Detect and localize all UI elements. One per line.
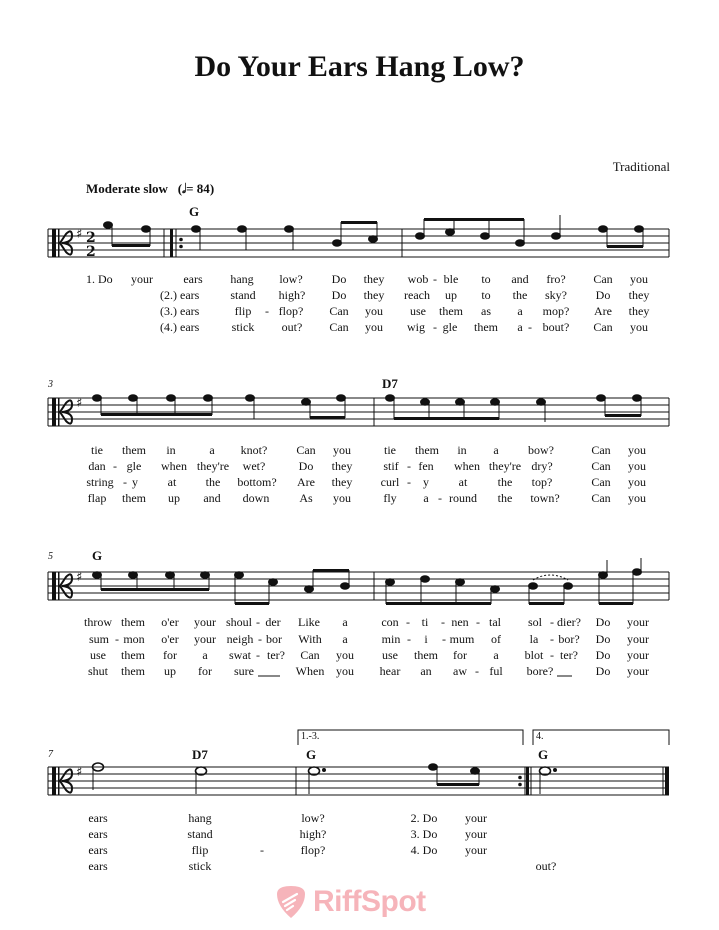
- lyric-syllable: ti: [421, 615, 429, 629]
- note: [333, 240, 342, 247]
- lyric-syllable: mop?: [542, 304, 570, 318]
- lyric-syllable: when: [454, 459, 480, 473]
- lyric-syllable: fly: [383, 491, 397, 505]
- lyric-syllable: Are: [594, 304, 612, 318]
- lyric-syllable: use: [382, 648, 398, 662]
- lyric-syllable: Can: [296, 443, 316, 457]
- lyric-syllable: -: [550, 632, 554, 646]
- measure-number: 5: [48, 551, 53, 562]
- lyric-syllable: they: [331, 459, 353, 473]
- svg-text:♯: ♯: [76, 227, 83, 242]
- sharp-icon: [76, 227, 82, 780]
- lyric-syllable: y: [132, 475, 138, 489]
- lyric-syllable: for: [163, 648, 177, 662]
- lyric-syllable: a: [202, 648, 208, 662]
- lyric-syllable: ears: [88, 811, 108, 825]
- note: [635, 226, 644, 233]
- lyric-syllable: and: [511, 272, 529, 286]
- riffspot-logo: [273, 884, 426, 920]
- lyric-syllable: o'er: [161, 615, 179, 629]
- lyric-syllable: bor: [266, 632, 282, 646]
- tempo-text: Moderate slow: [86, 181, 168, 196]
- lyric-syllable: town?: [530, 491, 560, 505]
- lyric-syllable: round: [449, 491, 477, 505]
- lyric-syllable: (3.) ears: [160, 304, 200, 318]
- lyric-syllable: they: [628, 288, 650, 302]
- lyric-syllable: you: [628, 459, 646, 473]
- svg-text:♯: ♯: [76, 396, 83, 411]
- lyric-syllable: an: [420, 664, 432, 678]
- lyric-syllable: ter?: [267, 648, 285, 662]
- staff: [48, 398, 669, 426]
- lyric-syllable: blot: [524, 648, 544, 662]
- lyric-syllable: up: [445, 288, 457, 302]
- lyric-syllable: low?: [279, 272, 303, 286]
- lyric-syllable: bow?: [528, 443, 554, 457]
- lyric-syllable: -: [438, 491, 442, 505]
- lyric-syllable: 3. Do: [410, 827, 438, 841]
- lyric-syllable: knot?: [240, 443, 268, 457]
- chord-symbol: G: [538, 747, 549, 762]
- guitar-pick-icon: [273, 884, 309, 920]
- lyric-syllable: ears: [88, 827, 108, 841]
- note: [192, 226, 201, 233]
- lyric-syllable: to: [481, 272, 491, 286]
- chord-symbol: G: [92, 548, 103, 563]
- lyric-syllable: -: [258, 632, 262, 646]
- lyric-syllable: you: [336, 664, 354, 678]
- half-note-icon: (𝅗𝅥: [171, 181, 187, 196]
- lyric-syllable: when: [161, 459, 187, 473]
- note: [446, 229, 455, 236]
- lyric-syllable: them: [122, 443, 146, 457]
- lyric-syllable: o'er: [161, 632, 179, 646]
- lyric-syllable: min: [381, 632, 401, 646]
- time-signature: [86, 230, 96, 260]
- notes: [93, 395, 642, 422]
- lyric-syllable: out?: [281, 320, 303, 334]
- lyric-syllable: Can: [591, 491, 611, 505]
- lyric-syllable: flap: [87, 491, 107, 505]
- lyric-syllable: your: [131, 272, 153, 286]
- lyric-syllable: at: [458, 475, 468, 489]
- note: [516, 240, 525, 247]
- lyric-syllable: you: [630, 320, 648, 334]
- lyric-syllable: the: [497, 491, 513, 505]
- lyric-syllable: use: [410, 304, 426, 318]
- lyric-syllable: dan: [88, 459, 106, 473]
- lyric-syllable: a: [342, 615, 348, 629]
- note: [599, 226, 608, 233]
- lyric-syllable: the: [497, 475, 513, 489]
- lyric-syllable: ful: [489, 664, 503, 678]
- lyric-syllable: -: [433, 320, 437, 334]
- lyric-syllable: bottom?: [237, 475, 277, 489]
- lyric-syllable: flip: [234, 304, 252, 318]
- lyric-syllable: your: [627, 664, 649, 678]
- lyric-syllable: your: [465, 827, 487, 841]
- lyric-syllable: flip: [191, 843, 209, 857]
- lyric-syllable: -: [407, 475, 411, 489]
- lyric-syllable: and: [203, 491, 221, 505]
- lyric-syllable: -: [113, 459, 117, 473]
- lyric-syllable: them: [121, 615, 145, 629]
- lyric-syllable: -: [528, 320, 532, 334]
- lyric-syllable: stif: [383, 459, 399, 473]
- lyric-syllable: your: [627, 615, 649, 629]
- lyric-syllable: con: [381, 615, 399, 629]
- lyric-syllable: i: [424, 632, 428, 646]
- lyric-syllable: -: [406, 615, 410, 629]
- lyric-syllable: the: [512, 288, 528, 302]
- lyric-syllable: -: [407, 632, 411, 646]
- lyric-syllable: Do: [595, 664, 611, 678]
- lyric-syllable: high?: [299, 827, 327, 841]
- note: [552, 233, 561, 240]
- measure-number: 3: [48, 379, 53, 390]
- lyric-syllable: Can: [329, 320, 349, 334]
- lyric-syllable: they: [628, 304, 650, 318]
- lyric-syllable: -: [442, 632, 446, 646]
- lyric-syllable: your: [465, 811, 487, 825]
- lyric-syllable: down: [242, 491, 270, 505]
- lyric-syllable: hear: [379, 664, 401, 678]
- tempo-marking: Moderate slow (𝅗𝅥= 84): [86, 181, 215, 196]
- lyric-syllable: Can: [591, 443, 611, 457]
- lyric-syllable: them: [121, 664, 145, 678]
- lyric-syllable: reach: [404, 288, 430, 302]
- lyric-syllable: y: [423, 475, 429, 489]
- svg-text:2: 2: [86, 244, 96, 260]
- lyric-syllable: Do: [595, 648, 611, 662]
- lyric-syllable: your: [465, 843, 487, 857]
- note: [104, 222, 113, 229]
- lyric-syllable: fen: [418, 459, 434, 473]
- lyric-syllable: bout?: [542, 320, 570, 334]
- lyric-syllable: Do: [595, 288, 611, 302]
- notes: [93, 558, 642, 605]
- lyric-syllable: sum: [88, 632, 110, 646]
- lyric-syllable: of: [491, 632, 501, 646]
- lyric-syllable: Do: [595, 632, 611, 646]
- lyric-syllable: them: [439, 304, 463, 318]
- note: [285, 226, 294, 233]
- lyric-syllable: ears: [183, 272, 203, 286]
- lyric-syllable: sure: [234, 664, 254, 678]
- lyric-syllable: ears: [88, 859, 108, 873]
- lyric-syllable: you: [630, 272, 648, 286]
- lyric-syllable: up: [164, 664, 176, 678]
- repeat-start-barline: [170, 229, 173, 257]
- final-barline: [665, 767, 669, 795]
- lyric-syllable: shut: [87, 664, 109, 678]
- lyric-syllable: they: [331, 475, 353, 489]
- lyric-syllable: hang: [230, 272, 254, 286]
- lyric-syllable: you: [628, 475, 646, 489]
- lyric-syllable: wig: [407, 320, 425, 334]
- lyric-syllable: your: [627, 632, 649, 646]
- lyric-syllable: a: [517, 320, 523, 334]
- chord-symbol: D7: [382, 376, 398, 391]
- lyric-syllable: for: [453, 648, 467, 662]
- lyric-syllable: your: [194, 615, 216, 629]
- lyric-syllable: -: [441, 615, 445, 629]
- lyric-syllable: a: [342, 632, 348, 646]
- lyric-syllable: sol: [527, 615, 543, 629]
- staff: [48, 229, 669, 257]
- lyric-syllable: them: [415, 443, 439, 457]
- lyric-syllable: ears: [88, 843, 108, 857]
- lyric-syllable: curl: [380, 475, 400, 489]
- lyric-syllable: your: [194, 632, 216, 646]
- volta-brackets: [298, 730, 669, 745]
- lyric-syllable: tie: [384, 443, 396, 457]
- lyric-syllable: high?: [278, 288, 306, 302]
- note: [142, 226, 151, 233]
- lyric-syllable: -: [433, 272, 437, 286]
- lyric-syllable: (2.) ears: [160, 288, 200, 302]
- repeat-end-barline: [526, 767, 529, 795]
- note: [238, 226, 247, 233]
- lyric-syllable: 2. Do: [410, 811, 438, 825]
- lyric-syllable: you: [628, 491, 646, 505]
- alto-clef-icon: [52, 229, 72, 795]
- lyric-syllable: -: [260, 843, 264, 857]
- lyric-syllable: Do: [298, 459, 314, 473]
- lyric-syllable: Can: [593, 272, 613, 286]
- lyric-syllable: gle: [442, 320, 458, 334]
- lyric-syllable: up: [168, 491, 180, 505]
- lyric-syllable: them: [474, 320, 498, 334]
- chord-symbol: G: [189, 204, 200, 219]
- lyric-syllable: bor?: [558, 632, 580, 646]
- lyric-syllable: As: [299, 491, 313, 505]
- lyric-syllable: stand: [187, 827, 213, 841]
- lyric-syllable: stick: [188, 859, 212, 873]
- lyric-syllable: -: [407, 459, 411, 473]
- lyric-syllable: flop?: [278, 304, 304, 318]
- lyric-syllable: they: [363, 272, 385, 286]
- lyric-syllable: top?: [531, 475, 553, 489]
- lyric-syllable: they: [363, 288, 385, 302]
- lyric-syllable: you: [336, 648, 354, 662]
- lyric-syllable: dry?: [531, 459, 553, 473]
- lyric-syllable: gle: [126, 459, 142, 473]
- lyric-syllable: stand: [230, 288, 256, 302]
- volta-label: 4.: [536, 731, 544, 742]
- lyric-syllable: der: [265, 615, 281, 629]
- lyric-syllable: in: [166, 443, 176, 457]
- barlines: [48, 229, 669, 795]
- lyric-syllable: to: [481, 288, 491, 302]
- lyric-syllable: ble: [443, 272, 459, 286]
- lyric-syllable: swat: [229, 648, 251, 662]
- lyric-syllable: fro?: [546, 272, 566, 286]
- lyric-syllable: Can: [591, 459, 611, 473]
- lyric-syllable: -: [256, 615, 260, 629]
- lyric-syllable: dier?: [557, 615, 581, 629]
- lyric-syllable: With: [298, 632, 322, 646]
- lyric-syllable: Can: [329, 304, 349, 318]
- lyric-syllable: throw: [84, 615, 112, 629]
- lyric-syllable: -: [550, 615, 554, 629]
- svg-text:♯: ♯: [76, 570, 83, 585]
- song-title: Do Your Ears Hang Low?: [194, 50, 525, 83]
- lyric-syllable: shoul: [225, 615, 253, 629]
- lyric-syllable: them: [122, 491, 146, 505]
- lyric-syllable: Can: [593, 320, 613, 334]
- lyric-syllable: Are: [297, 475, 315, 489]
- lyric-syllable: as: [481, 304, 491, 318]
- lyric-syllable: When: [295, 664, 325, 678]
- lyric-syllable: use: [90, 648, 106, 662]
- lyric-syllable: la: [529, 632, 539, 646]
- staff: [48, 572, 669, 600]
- lyric-syllable: you: [333, 443, 351, 457]
- lyric-syllable: -: [550, 648, 554, 662]
- lyric-syllable: you: [365, 304, 383, 318]
- lyric-syllable: -: [265, 304, 269, 318]
- notes: [104, 215, 644, 250]
- lyric-syllable: Like: [298, 615, 320, 629]
- lyric-syllable: you: [628, 443, 646, 457]
- svg-text:♯: ♯: [76, 765, 83, 780]
- composer-credit: Traditional: [612, 159, 670, 174]
- lyric-syllable: the: [205, 475, 221, 489]
- staff: [48, 767, 669, 795]
- lyric-syllable: Do: [595, 615, 611, 629]
- lyric-syllable: tie: [91, 443, 103, 457]
- lyric-syllable: -: [475, 664, 479, 678]
- lyric-syllable: a: [517, 304, 523, 318]
- lyric-syllable: wob: [407, 272, 429, 286]
- lyric-syllable: in: [457, 443, 467, 457]
- measure-number: 7: [48, 749, 53, 760]
- lyric-syllable: you: [365, 320, 383, 334]
- notes: [93, 763, 557, 794]
- lyric-syllable: Do: [331, 272, 347, 286]
- svg-text:2: 2: [86, 230, 96, 246]
- lyric-syllable: a: [493, 648, 499, 662]
- tempo-bpm: = 84: [186, 181, 210, 196]
- chord-symbol: G: [306, 747, 317, 762]
- lyric-syllable: Can: [300, 648, 320, 662]
- lyric-syllable: neigh: [226, 632, 254, 646]
- lyric-syllable: 1. Do: [86, 272, 113, 286]
- note: [481, 233, 490, 240]
- lyric-syllable: for: [198, 664, 212, 678]
- lyric-syllable: they're: [196, 459, 230, 473]
- lyric-syllable: 4. Do: [410, 843, 438, 857]
- watermark-text: RiffSpot: [313, 885, 426, 918]
- lyric-syllable: they're: [488, 459, 522, 473]
- lyric-syllable: mum: [449, 632, 475, 646]
- lyric-syllable: -: [123, 475, 127, 489]
- lyric-syllable: a: [209, 443, 215, 457]
- lyric-syllable: your: [627, 648, 649, 662]
- lyric-syllable: -: [476, 615, 480, 629]
- lyric-syllable: a: [493, 443, 499, 457]
- lyric-syllable: tal: [489, 615, 501, 629]
- lyric-syllable: bore?: [526, 664, 554, 678]
- lyric-syllable: them: [414, 648, 438, 662]
- lyric-syllable: you: [333, 491, 351, 505]
- lyric-syllable: stick: [231, 320, 255, 334]
- lyric-syllable: mon: [123, 632, 145, 646]
- lyric-syllable: sky?: [545, 288, 567, 302]
- chord-symbol: D7: [192, 747, 208, 762]
- volta-label: 1.-3.: [301, 731, 320, 742]
- lyric-syllable: -: [256, 648, 260, 662]
- lyric-syllable: ter?: [560, 648, 578, 662]
- note: [416, 233, 425, 240]
- lyric-syllable: flop?: [300, 843, 326, 857]
- lyric-syllable: aw: [453, 664, 467, 678]
- lyric-syllable: a: [423, 491, 429, 505]
- lyric-syllable: nen: [451, 615, 469, 629]
- lyric-syllable: out?: [535, 859, 557, 873]
- lyric-syllable: string: [86, 475, 114, 489]
- lyric-syllable: -: [115, 632, 119, 646]
- lyric-syllable: low?: [301, 811, 325, 825]
- lyric-syllable: at: [167, 475, 177, 489]
- lyric-syllable: Do: [331, 288, 347, 302]
- lyric-syllable: (4.) ears: [160, 320, 200, 334]
- lyric-syllable: Can: [591, 475, 611, 489]
- lyric-syllable: them: [121, 648, 145, 662]
- note: [369, 236, 378, 243]
- lyric-syllable: hang: [188, 811, 212, 825]
- lyric-syllable: wet?: [242, 459, 266, 473]
